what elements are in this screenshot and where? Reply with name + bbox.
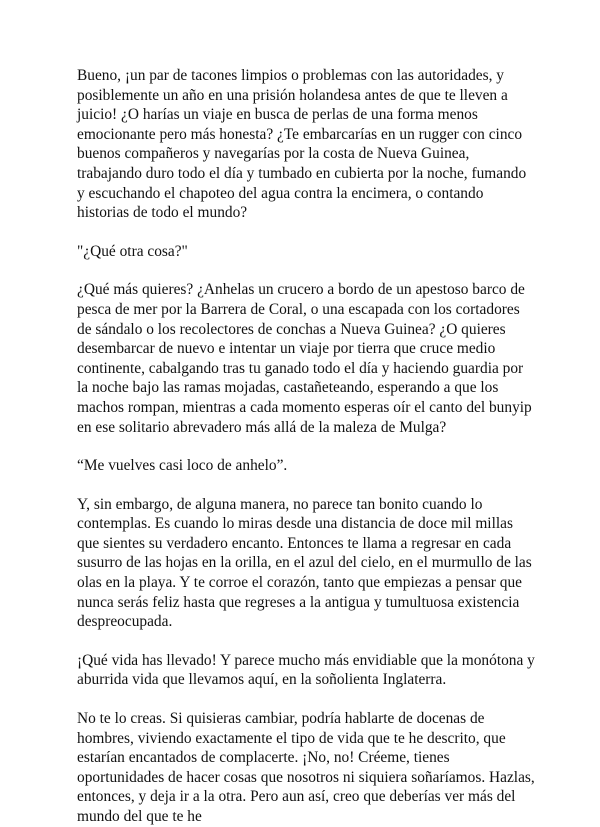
paragraph-4: “Me vuelves casi loco de anhelo”. <box>77 457 288 475</box>
paragraph-2: "¿Qué otra cosa?" <box>77 242 188 260</box>
paragraph-3: ¿Qué más quieres? ¿Anhelas un crucero a bordo de un apestoso barco de pesca de mer por la Barrera de Coral, o una escapada con los cortadores de sándalo o los recolectores de conchas a Nueva Guinea? ¿O quieres desembarcar de nuevo e intentar un viaje por tierra que cruce medio continente, cabalgando tras tu ganado todo el día y haciendo guardia por la noche bajo las ramas mojadas, castañeteando, esperando a que los machos rompan, mientras a cada momento esperas oír el canto del bunyip en ese solitario abrevadero más allá de la maleza de Mulga? <box>77 281 532 436</box>
paragraph-7: No te lo creas. Si quisieras cambiar, podría hablarte de docenas de hombres, viviendo exactamente el tipo de vida que te he descrito, que estarían encantados de complacerte. ¡No, no! Créeme, tienes oportunidades de hacer cosas que nosotros ni siquiera soñaríamos. Hazlas, entonces, y deja ir a la otra. Pero aun así, creo que deberías ver más del mundo del que te he <box>77 710 535 825</box>
paragraph-5: Y, sin embargo, de alguna manera, no parece tan bonito cuando lo contemplas. Es cuando lo miras desde una distancia de doce mil millas que sientes su verdadero encanto. Entonces te llama a regresar en cada susurro de las hojas en la orilla, en el azul del cielo, en el murmullo de las olas en la playa. Y te corroe el corazón, tanto que empiezas a pensar que nunca serás feliz hasta que regreses a la antigua y tumultuosa existencia despreocupada. <box>77 495 532 631</box>
paragraph-6: ¡Qué vida has llevado! Y parece mucho más envidiable que la monótona y aburrida vida que llevamos aquí, en la soñolienta Inglaterra. <box>77 651 535 689</box>
body-text <box>77 66 537 827</box>
paragraph-1: Bueno, ¡un par de tacones limpios o problemas con las autoridades, y posiblemente un año en una prisión holandesa antes de que te lleven a juicio! ¿O harías un viaje en busca de perlas de una forma menos emocionante pero más honesta? ¿Te embarcarías en un rugger con cinco buenos compañeros y navegarías por la costa de Nueva Guinea, trabajando duro todo el día y tumbado en cubierta por la noche, fumando y escuchando el chapoteo del agua contra la encimera, o contando historias de todo el mundo? <box>77 67 527 222</box>
